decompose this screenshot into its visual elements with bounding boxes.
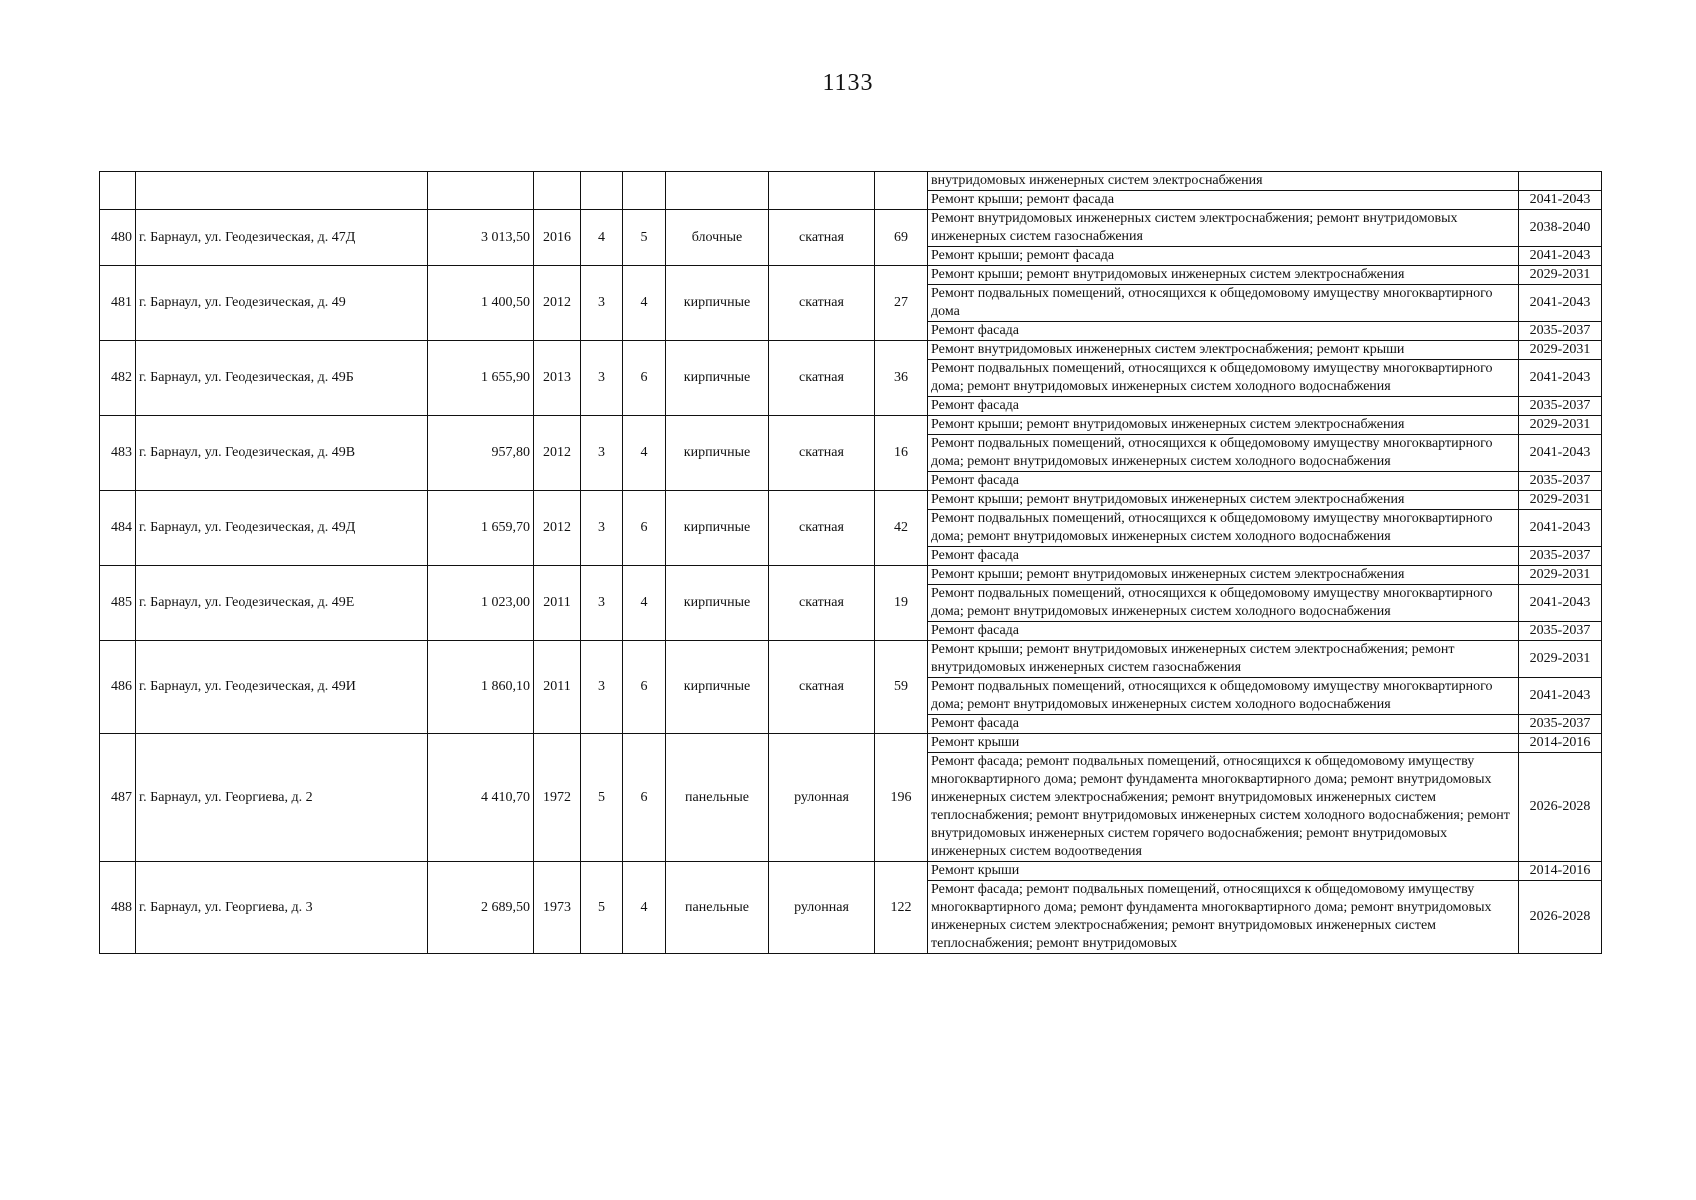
works-description: Ремонт фасада; ремонт подвальных помещений, относящихся к общедомовому имуществу многоквартирного дома; ремонт фундамента многоквартирного дома; ремонт внутридомовых инженерных систем электроснабжения; ремонт внутридомовых инженерных систем теплоснабжения; ремонт внутридомовых [928, 881, 1519, 954]
wall-material: панельные [666, 862, 769, 954]
table-row [100, 266, 1602, 285]
residents-count: 69 [875, 210, 928, 266]
row-number: 486 [100, 641, 136, 734]
works-description: Ремонт фасада; ремонт подвальных помещений, относящихся к общедомовому имуществу многоквартирного дома; ремонт фундамента многоквартирного дома; ремонт внутридомовых инженерных систем электроснабжения; ремонт внутридомовых инженерных систем теплоснабжения; ремонт внутридомовых инженерных систем холодного водоснабжения; ремонт внутридомовых инженерных систем горячего водоснабжения; ремонт внутридомовых инженерных систем водоотведения [928, 753, 1519, 862]
floors-max: 4 [623, 862, 666, 954]
floors-min: 3 [581, 416, 623, 491]
works-period: 2041-2043 [1519, 585, 1602, 622]
carryover-row [100, 172, 1602, 191]
table-row [100, 566, 1602, 585]
wall-material: кирпичные [666, 641, 769, 734]
residents-count: 196 [875, 734, 928, 862]
commission-year: 1973 [534, 862, 581, 954]
wall-material: кирпичные [666, 416, 769, 491]
floors-min: 5 [581, 862, 623, 954]
area-cell [428, 172, 534, 210]
roof-type: скатная [769, 210, 875, 266]
works-period: 2041-2043 [1519, 285, 1602, 322]
commission-year: 2012 [534, 416, 581, 491]
roof-cell [769, 172, 875, 210]
works-period: 2029-2031 [1519, 341, 1602, 360]
floors-min: 3 [581, 341, 623, 416]
table-body [100, 172, 1602, 954]
works-description: Ремонт подвальных помещений, относящихся к общедомовому имуществу многоквартирного дома; ремонт внутридомовых инженерных систем холодного водоснабжения [928, 435, 1519, 472]
roof-type: рулонная [769, 734, 875, 862]
works-description: Ремонт внутридомовых инженерных систем электроснабжения; ремонт крыши [928, 341, 1519, 360]
works-description: Ремонт подвальных помещений, относящихся к общедомовому имуществу многоквартирного дома; ремонт внутридомовых инженерных систем холодного водоснабжения [928, 360, 1519, 397]
roof-type: скатная [769, 566, 875, 641]
wall-material: кирпичные [666, 491, 769, 566]
floors-min: 3 [581, 266, 623, 341]
floors-min: 4 [581, 210, 623, 266]
works-period: 2026-2028 [1519, 881, 1602, 954]
walls-cell [666, 172, 769, 210]
works-period: 2029-2031 [1519, 416, 1602, 435]
table-row [100, 491, 1602, 510]
works-period: 2014-2016 [1519, 862, 1602, 881]
works-description: Ремонт крыши; ремонт внутридомовых инженерных систем электроснабжения [928, 491, 1519, 510]
works-period: 2014-2016 [1519, 734, 1602, 753]
floors-max: 4 [623, 416, 666, 491]
floors-max: 6 [623, 491, 666, 566]
row-number: 482 [100, 341, 136, 416]
total-area: 957,80 [428, 416, 534, 491]
address: г. Барнаул, ул. Геодезическая, д. 49 [136, 266, 428, 341]
row-number: 481 [100, 266, 136, 341]
works-description: Ремонт фасада [928, 472, 1519, 491]
wall-material: кирпичные [666, 266, 769, 341]
address: г. Барнаул, ул. Геодезическая, д. 49Д [136, 491, 428, 566]
floors-max: 4 [623, 566, 666, 641]
works-period: 2041-2043 [1519, 191, 1602, 210]
floors-min: 5 [581, 734, 623, 862]
residents-count: 42 [875, 491, 928, 566]
table-row [100, 210, 1602, 247]
commission-year: 2012 [534, 266, 581, 341]
roof-type: скатная [769, 416, 875, 491]
residents-count: 27 [875, 266, 928, 341]
wall-material: кирпичные [666, 566, 769, 641]
table-row [100, 641, 1602, 678]
works-description: Ремонт фасада [928, 622, 1519, 641]
works-period: 2041-2043 [1519, 510, 1602, 547]
floors-min: 3 [581, 491, 623, 566]
floors-min-cell [581, 172, 623, 210]
roof-type: скатная [769, 266, 875, 341]
works-period: 2029-2031 [1519, 491, 1602, 510]
wall-material: блочные [666, 210, 769, 266]
page-number: 1133 [822, 70, 874, 96]
works-period: 2026-2028 [1519, 753, 1602, 862]
works-description: Ремонт фасада [928, 322, 1519, 341]
housing-repair-table [99, 171, 1602, 954]
address: г. Барнаул, ул. Геодезическая, д. 49И [136, 641, 428, 734]
works-description: Ремонт подвальных помещений, относящихся к общедомовому имуществу многоквартирного дома [928, 285, 1519, 322]
floors-min: 3 [581, 566, 623, 641]
works-period: 2041-2043 [1519, 247, 1602, 266]
total-area: 1 023,00 [428, 566, 534, 641]
residents-cell [875, 172, 928, 210]
row-number: 488 [100, 862, 136, 954]
floors-max-cell [623, 172, 666, 210]
works-period: 2035-2037 [1519, 322, 1602, 341]
residents-count: 16 [875, 416, 928, 491]
address: г. Барнаул, ул. Георгиева, д. 3 [136, 862, 428, 954]
row-number: 480 [100, 210, 136, 266]
total-area: 1 860,10 [428, 641, 534, 734]
floors-max: 6 [623, 734, 666, 862]
works-period: 2035-2037 [1519, 715, 1602, 734]
row-number: 485 [100, 566, 136, 641]
floors-min: 3 [581, 641, 623, 734]
table-row [100, 416, 1602, 435]
commission-year: 2013 [534, 341, 581, 416]
commission-year: 2016 [534, 210, 581, 266]
works-description: Ремонт крыши; ремонт внутридомовых инженерных систем электроснабжения [928, 266, 1519, 285]
floors-max: 6 [623, 641, 666, 734]
works-period: 2038-2040 [1519, 210, 1602, 247]
works-description: Ремонт внутридомовых инженерных систем электроснабжения; ремонт внутридомовых инженерных систем газоснабжения [928, 210, 1519, 247]
table-row [100, 734, 1602, 753]
residents-count: 122 [875, 862, 928, 954]
address-cell [136, 172, 428, 210]
roof-type: скатная [769, 641, 875, 734]
commission-year: 1972 [534, 734, 581, 862]
commission-year: 2011 [534, 641, 581, 734]
works-description: Ремонт крыши; ремонт фасада [928, 247, 1519, 266]
floors-max: 6 [623, 341, 666, 416]
row-number: 483 [100, 416, 136, 491]
works-period: 2041-2043 [1519, 678, 1602, 715]
total-area: 1 659,70 [428, 491, 534, 566]
number-cell [100, 172, 136, 210]
works-period: 2035-2037 [1519, 622, 1602, 641]
works-description: Ремонт крыши [928, 734, 1519, 753]
works-description: Ремонт фасада [928, 547, 1519, 566]
works-period [1519, 172, 1602, 191]
residents-count: 19 [875, 566, 928, 641]
total-area: 1 655,90 [428, 341, 534, 416]
wall-material: панельные [666, 734, 769, 862]
address: г. Барнаул, ул. Геодезическая, д. 49Б [136, 341, 428, 416]
table-row [100, 862, 1602, 881]
works-description: Ремонт крыши; ремонт внутридомовых инженерных систем электроснабжения; ремонт внутридомовых инженерных систем газоснабжения [928, 641, 1519, 678]
works-period: 2041-2043 [1519, 435, 1602, 472]
residents-count: 59 [875, 641, 928, 734]
works-description: Ремонт крыши; ремонт фасада [928, 191, 1519, 210]
works-description: Ремонт крыши; ремонт внутридомовых инженерных систем электроснабжения [928, 416, 1519, 435]
address: г. Барнаул, ул. Геодезическая, д. 49Е [136, 566, 428, 641]
works-description: Ремонт фасада [928, 397, 1519, 416]
floors-max: 5 [623, 210, 666, 266]
residents-count: 36 [875, 341, 928, 416]
floors-max: 4 [623, 266, 666, 341]
works-description: Ремонт подвальных помещений, относящихся к общедомовому имуществу многоквартирного дома; ремонт внутридомовых инженерных систем холодного водоснабжения [928, 510, 1519, 547]
row-number: 487 [100, 734, 136, 862]
address: г. Барнаул, ул. Геодезическая, д. 49В [136, 416, 428, 491]
works-period: 2029-2031 [1519, 566, 1602, 585]
works-period: 2035-2037 [1519, 397, 1602, 416]
roof-type: скатная [769, 491, 875, 566]
total-area: 3 013,50 [428, 210, 534, 266]
works-description: Ремонт фасада [928, 715, 1519, 734]
address: г. Барнаул, ул. Геодезическая, д. 47Д [136, 210, 428, 266]
works-period: 2029-2031 [1519, 641, 1602, 678]
address: г. Барнаул, ул. Георгиева, д. 2 [136, 734, 428, 862]
works-period: 2029-2031 [1519, 266, 1602, 285]
works-description: внутридомовых инженерных систем электроснабжения [928, 172, 1519, 191]
works-period: 2041-2043 [1519, 360, 1602, 397]
roof-type: скатная [769, 341, 875, 416]
commission-year: 2012 [534, 491, 581, 566]
works-period: 2035-2037 [1519, 472, 1602, 491]
total-area: 4 410,70 [428, 734, 534, 862]
total-area: 1 400,50 [428, 266, 534, 341]
table-row [100, 341, 1602, 360]
commission-year: 2011 [534, 566, 581, 641]
works-period: 2035-2037 [1519, 547, 1602, 566]
total-area: 2 689,50 [428, 862, 534, 954]
row-number: 484 [100, 491, 136, 566]
wall-material: кирпичные [666, 341, 769, 416]
works-description: Ремонт подвальных помещений, относящихся к общедомовому имуществу многоквартирного дома; ремонт внутридомовых инженерных систем холодного водоснабжения [928, 585, 1519, 622]
roof-type: рулонная [769, 862, 875, 954]
works-description: Ремонт крыши [928, 862, 1519, 881]
works-description: Ремонт подвальных помещений, относящихся к общедомовому имуществу многоквартирного дома; ремонт внутридомовых инженерных систем холодного водоснабжения [928, 678, 1519, 715]
works-description: Ремонт крыши; ремонт внутридомовых инженерных систем электроснабжения [928, 566, 1519, 585]
year-cell [534, 172, 581, 210]
